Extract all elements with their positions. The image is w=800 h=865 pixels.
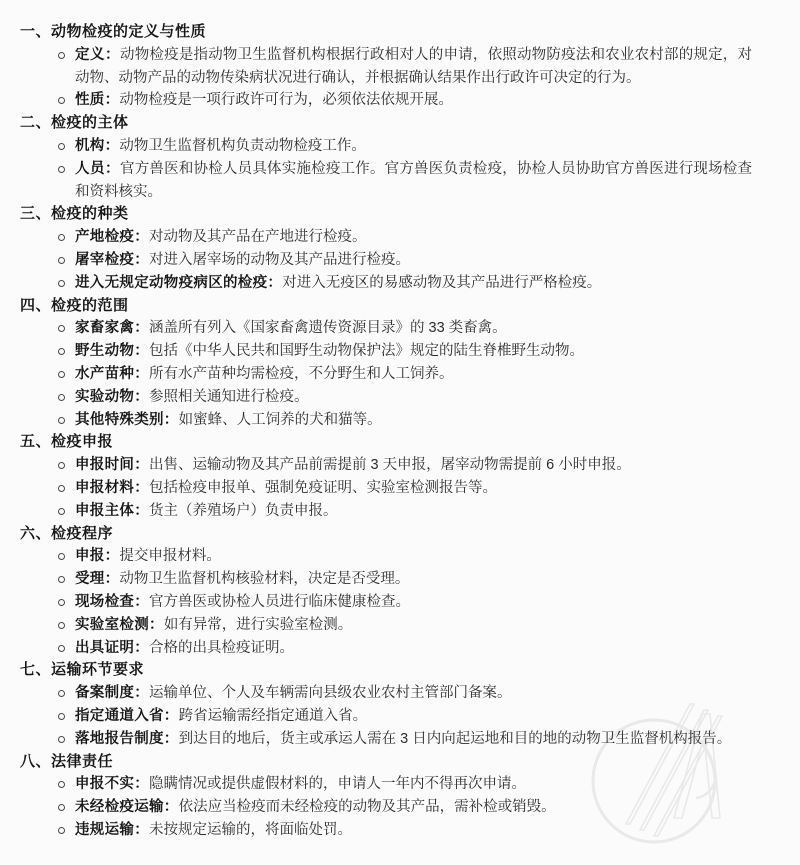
- item-text: 参照相关通知进行检疫。: [149, 388, 309, 405]
- list-item: [20, 363, 800, 386]
- item-text: 到达目的地后，货主或承运人需在 3 日内向起运地和目的地的动物卫生监督机构报告。: [178, 730, 732, 747]
- outline-section: [20, 659, 800, 750]
- circle-bullet-icon: [58, 485, 65, 492]
- item-label: 申报时间：: [75, 457, 149, 474]
- list-item: [20, 340, 800, 363]
- circle-bullet-icon: [58, 690, 65, 697]
- item-label: 人员：: [75, 160, 121, 177]
- item-label: 指定通道入省：: [75, 707, 179, 724]
- circle-bullet-icon: [58, 143, 65, 150]
- list-item: [20, 477, 800, 500]
- item-text: 官方兽医或协检人员进行临床健康检查。: [149, 593, 410, 610]
- circle-bullet-icon: [58, 576, 65, 583]
- item-label: 产地检疫：: [75, 229, 149, 246]
- list-item: [20, 249, 800, 272]
- item-text: 未按规定运输的，将面临处罚。: [149, 821, 352, 838]
- item-label: 受理：: [75, 571, 120, 588]
- circle-bullet-icon: [58, 462, 65, 469]
- item-text: 合格的出具检疫证明。: [149, 639, 294, 656]
- circle-bullet-icon: [58, 599, 65, 606]
- circle-bullet-icon: [58, 97, 65, 104]
- item-text: 对进入无疫区的易感动物及其产品进行严格检疫。: [282, 274, 602, 291]
- item-label: 野生动物：: [75, 343, 149, 360]
- item-label: 其他特殊类别：: [75, 411, 179, 428]
- circle-bullet-icon: [58, 280, 65, 287]
- list-item: [20, 637, 800, 660]
- circle-bullet-icon: [58, 325, 65, 332]
- list-item: [20, 819, 800, 842]
- list-item: [20, 682, 800, 705]
- item-text: 隐瞒情况或提供虚假材料的，申请人一年内不得再次申请。: [149, 776, 526, 793]
- list-item: [20, 773, 800, 796]
- circle-bullet-icon: [58, 417, 65, 424]
- item-label: 违规运输：: [75, 821, 149, 838]
- section-heading: 二、检疫的主体: [20, 114, 129, 132]
- list-item: [20, 545, 800, 568]
- item-label: 申报材料：: [75, 479, 149, 496]
- list-item: [20, 614, 800, 637]
- item-label: 定义：: [75, 46, 121, 63]
- document-content: [20, 21, 800, 842]
- circle-bullet-icon: [58, 781, 65, 788]
- outline-section: [20, 751, 800, 842]
- circle-bullet-icon: [58, 52, 65, 59]
- section-item-list: [20, 454, 800, 522]
- list-item: [20, 409, 800, 432]
- item-text: 提交申报材料。: [119, 548, 221, 565]
- item-label: 实验室检测：: [75, 616, 164, 633]
- item-label: 实验动物：: [75, 388, 149, 405]
- list-item: [20, 454, 800, 477]
- item-label: 申报不实：: [75, 776, 149, 793]
- item-text: 如有异常，进行实验室检测。: [163, 616, 353, 633]
- outline-section: [20, 523, 800, 660]
- section-item-list: [20, 226, 800, 294]
- section-heading: 三、检疫的种类: [20, 205, 129, 223]
- item-text: 运输单位、个人及车辆需向县级农业农村主管部门备案。: [149, 685, 512, 702]
- item-label: 备案制度：: [75, 685, 149, 702]
- item-text: 所有水产苗种均需检疫，不分野生和人工饲养。: [149, 365, 454, 382]
- section-heading: 七、运输环节要求: [20, 661, 145, 679]
- item-label: 申报：: [75, 548, 120, 565]
- list-item: [20, 226, 800, 249]
- circle-bullet-icon: [58, 234, 65, 241]
- list-item: [20, 272, 800, 295]
- item-text: 动物检疫是指动物卫生监督机构根据行政相对人的申请，依照动物防疫法和农业农村部的规定，对动物、动物产品的动物传染病状况进行确认，并根据确认结果作出行政许可决定的行为。: [75, 46, 752, 86]
- item-text: 涵盖所有列入《国家畜禽遗传资源目录》的 33 类畜禽。: [149, 320, 507, 337]
- circle-bullet-icon: [58, 394, 65, 401]
- item-label: 进入无规定动物疫病区的检疫：: [75, 274, 283, 291]
- list-item: [20, 796, 800, 819]
- list-item: [20, 44, 800, 90]
- list-item: [20, 317, 800, 340]
- circle-bullet-icon: [58, 553, 65, 560]
- circle-bullet-icon: [58, 804, 65, 811]
- item-label: 出具证明：: [75, 639, 149, 656]
- item-text: 官方兽医和协检人员具体实施检疫工作。官方兽医负责检疫，协检人员协助官方兽医进行现场检查和资料核实。: [75, 160, 752, 200]
- item-text: 跨省运输需经指定通道入省。: [178, 707, 368, 724]
- list-item: [20, 89, 800, 112]
- section-item-list: [20, 773, 800, 841]
- circle-bullet-icon: [58, 827, 65, 834]
- outline-section: [20, 295, 800, 432]
- outline-section: [20, 431, 800, 522]
- list-item: [20, 500, 800, 523]
- item-text: 货主（养殖场户）负责申报。: [149, 502, 338, 519]
- section-item-list: [20, 545, 800, 659]
- item-label: 性质：: [75, 92, 120, 109]
- item-text: 如蜜蜂、人工饲养的犬和猫等。: [178, 411, 382, 428]
- item-text: 依法应当检疫而未经检疫的动物及其产品，需补检或销毁。: [178, 799, 556, 816]
- section-item-list: [20, 44, 800, 112]
- item-label: 家畜家禽：: [75, 320, 149, 337]
- section-item-list: [20, 317, 800, 431]
- list-item: [20, 158, 800, 204]
- item-text: 包括检疫申报单、强制免疫证明、实验室检测报告等。: [149, 479, 497, 496]
- item-text: 动物卫生监督机构负责动物检疫工作。: [119, 137, 366, 154]
- circle-bullet-icon: [58, 348, 65, 355]
- circle-bullet-icon: [58, 508, 65, 515]
- circle-bullet-icon: [58, 257, 65, 264]
- circle-bullet-icon: [58, 166, 65, 173]
- list-item: [20, 705, 800, 728]
- item-text: 出售、运输动物及其产品前需提前 3 天申报，屠宰动物需提前 6 小时申报。: [149, 457, 631, 474]
- item-text: 包括《中华人民共和国野生动物保护法》规定的陆生脊椎野生动物。: [149, 343, 584, 360]
- item-text: 动物卫生监督机构核验材料，决定是否受理。: [119, 571, 410, 588]
- section-heading: 四、检疫的范围: [20, 296, 129, 314]
- list-item: [20, 728, 800, 751]
- outline-section: [20, 112, 800, 203]
- item-label: 落地报告制度：: [75, 730, 179, 747]
- circle-bullet-icon: [58, 736, 65, 743]
- item-label: 申报主体：: [75, 502, 149, 519]
- list-item: [20, 135, 800, 158]
- outline-section: [20, 21, 800, 112]
- list-item: [20, 386, 800, 409]
- item-text: 对动物及其产品在产地进行检疫。: [149, 229, 367, 246]
- section-heading: 一、动物检疫的定义与性质: [20, 23, 207, 40]
- section-item-list: [20, 135, 800, 203]
- circle-bullet-icon: [58, 622, 65, 629]
- item-label: 现场检查：: [75, 593, 149, 610]
- item-label: 机构：: [75, 137, 120, 154]
- item-label: 屠宰检疫：: [75, 251, 149, 268]
- section-item-list: [20, 682, 800, 750]
- item-text: 对进入屠宰场的动物及其产品进行检疫。: [149, 251, 410, 268]
- circle-bullet-icon: [58, 645, 65, 652]
- circle-bullet-icon: [58, 371, 65, 378]
- section-heading: 五、检疫申报: [20, 433, 114, 451]
- circle-bullet-icon: [58, 713, 65, 720]
- section-heading: 六、检疫程序: [20, 524, 114, 542]
- list-item: [20, 568, 800, 591]
- section-heading: 八、法律责任: [20, 752, 114, 770]
- outline-section: [20, 203, 800, 294]
- item-text: 动物检疫是一项行政许可行为，必须依法依规开展。: [119, 92, 453, 109]
- item-label: 水产苗种：: [75, 365, 149, 382]
- list-item: [20, 591, 800, 614]
- item-label: 未经检疫运输：: [75, 799, 179, 816]
